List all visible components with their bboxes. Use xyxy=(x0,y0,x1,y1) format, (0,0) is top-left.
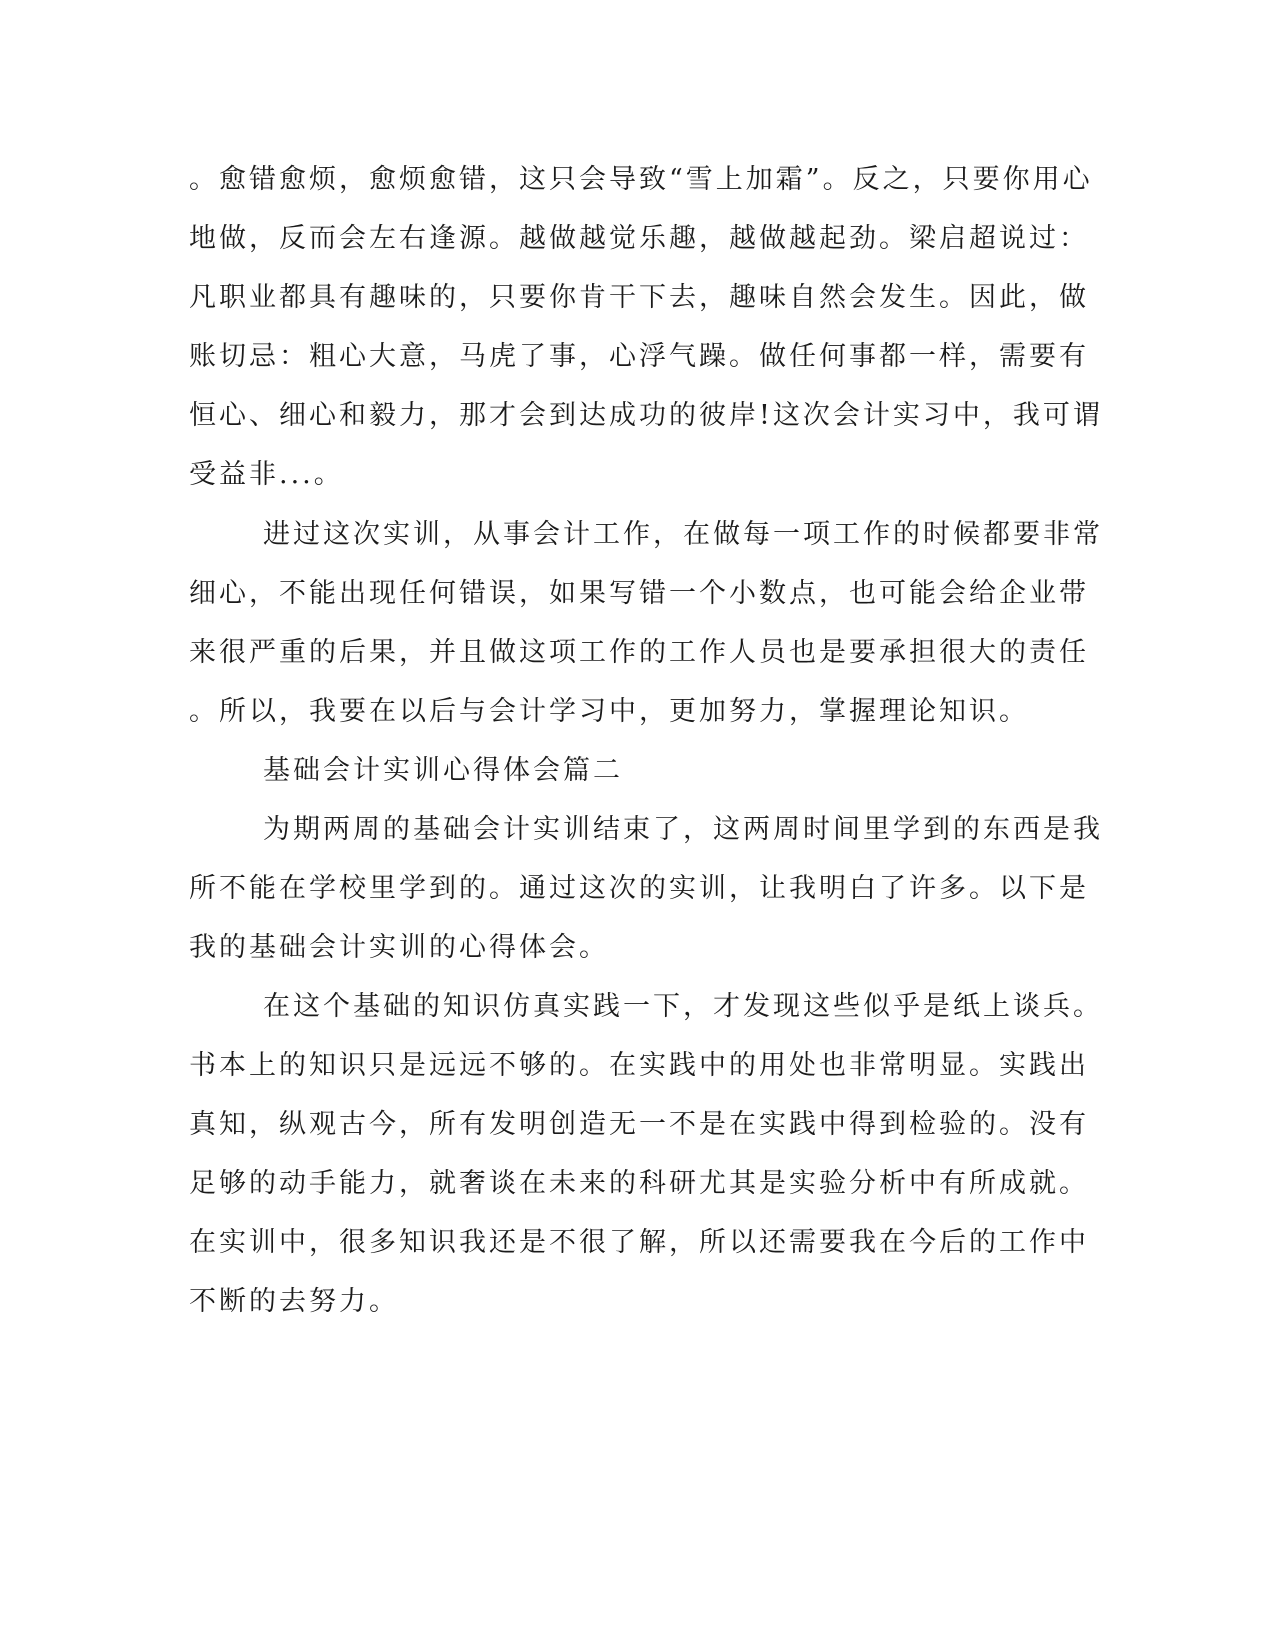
text-line: 来很严重的后果，并且做这项工作的工作人员也是要承担很大的责任 xyxy=(189,637,1089,668)
text-line: 地做，反而会左右逢源。越做越觉乐趣，越做越起劲。梁启超说过： xyxy=(189,223,1089,254)
text-line: 所不能在学校里学到的。通过这次的实训，让我明白了许多。以下是 xyxy=(189,873,1089,904)
text-line: 细心，不能出现任何错误，如果写错一个小数点，也可能会给企业带 xyxy=(189,578,1089,609)
text-line: 我的基础会计实训的心得体会。 xyxy=(189,932,609,963)
text-line: 书本上的知识只是远远不够的。在实践中的用处也非常明显。实践出 xyxy=(189,1050,1089,1081)
text-line: 恒心、细心和毅力，那才会到达成功的彼岸!这次会计实习中，我可谓 xyxy=(189,400,1103,431)
text-line: 不断的去努力。 xyxy=(189,1286,399,1317)
paragraph-first-line: 进过这次实训，从事会计工作，在做每一项工作的时候都要非常 xyxy=(263,519,1103,550)
text-line: 真知，纵观古今，所有发明创造无一不是在实践中得到检验的。没有 xyxy=(189,1109,1089,1140)
section-heading: 基础会计实训心得体会篇二 xyxy=(263,755,623,786)
text-line: 受益非...。 xyxy=(189,459,344,490)
text-line: 。愈错愈烦，愈烦愈错，这只会导致“雪上加霜”。反之，只要你用心 xyxy=(189,164,1093,195)
text-line: 凡职业都具有趣味的，只要你肯干下去，趣味自然会发生。因此，做 xyxy=(189,282,1089,313)
text-line: 账切忌：粗心大意，马虎了事，心浮气躁。做任何事都一样，需要有 xyxy=(189,341,1089,372)
paragraph-first-line: 在这个基础的知识仿真实践一下，才发现这些似乎是纸上谈兵。 xyxy=(263,991,1103,1022)
paragraph-first-line: 为期两周的基础会计实训结束了，这两周时间里学到的东西是我 xyxy=(263,814,1103,845)
text-line: 在实训中，很多知识我还是不很了解，所以还需要我在今后的工作中 xyxy=(189,1227,1089,1258)
text-line: 足够的动手能力，就奢谈在未来的科研尤其是实验分析中有所成就。 xyxy=(189,1168,1089,1199)
text-line: 。所以，我要在以后与会计学习中，更加努力，掌握理论知识。 xyxy=(189,696,1029,727)
